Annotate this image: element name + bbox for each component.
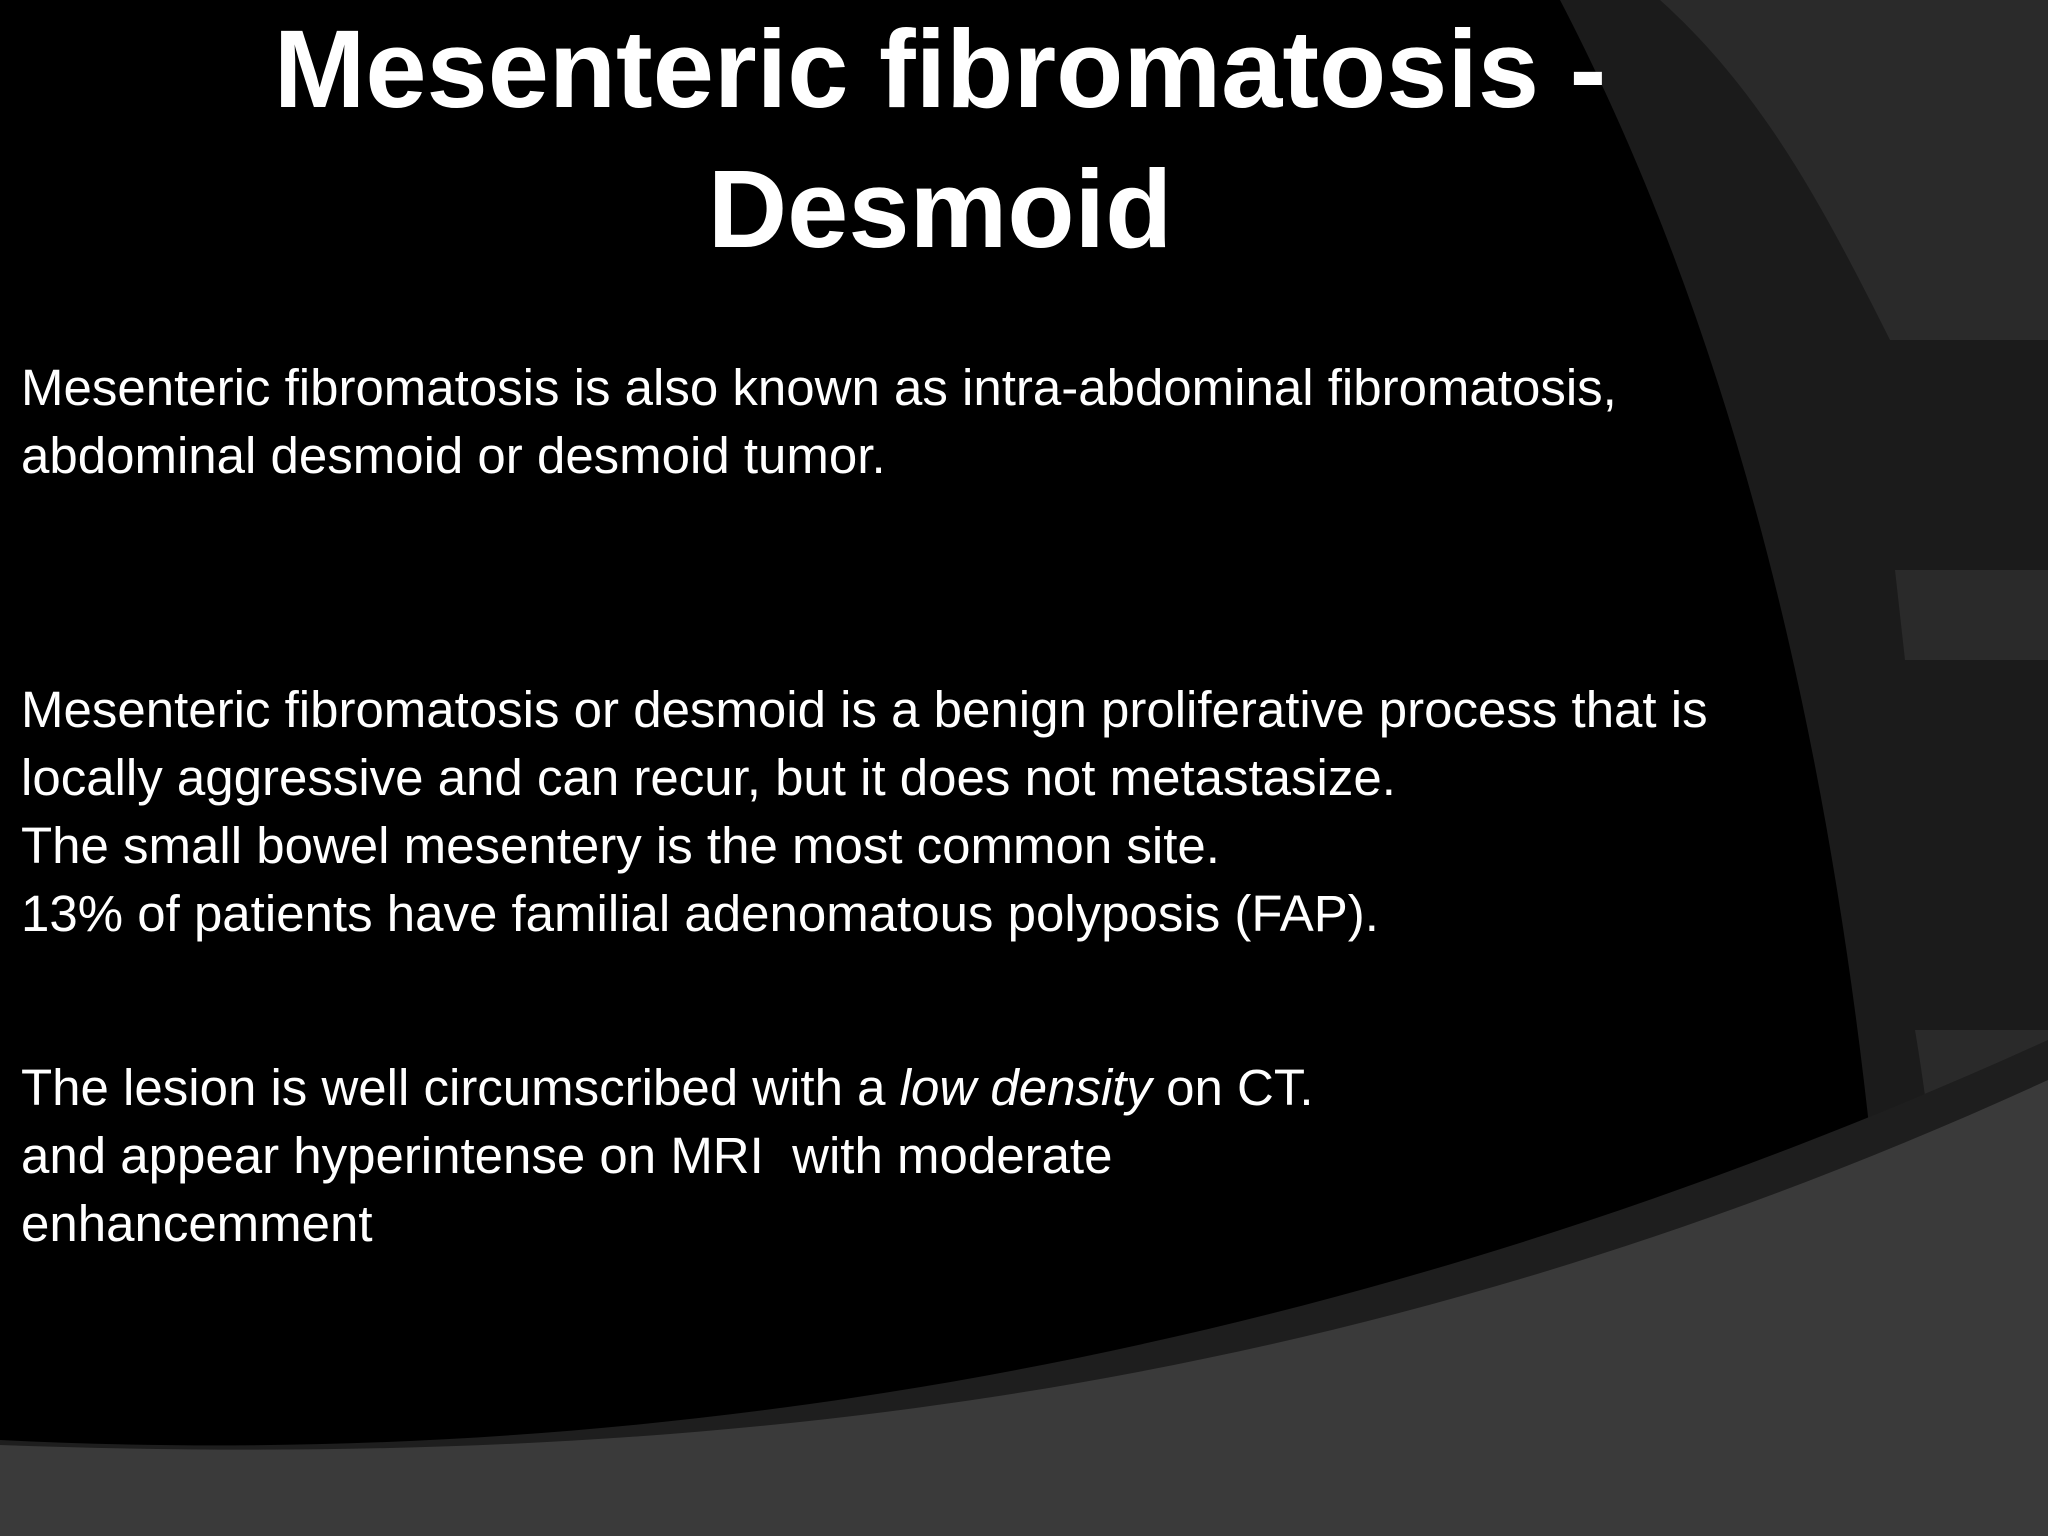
paragraph2-line4: 13% of patients have familial adenomatous polyposis (FAP). bbox=[21, 885, 1379, 942]
paragraph-synonyms bbox=[21, 354, 2001, 490]
paragraph3-line1-italic: low density bbox=[899, 1059, 1152, 1116]
right-band-mid bbox=[1895, 570, 2048, 660]
paragraph3-line3: enhancemment bbox=[21, 1195, 373, 1252]
paragraph2-line3: The small bowel mesentery is the most common site. bbox=[21, 817, 1220, 874]
paragraph3-line1 bbox=[21, 1054, 2001, 1122]
paragraph-imaging bbox=[21, 1054, 2001, 1258]
paragraph3-line2: and appear hyperintense on MRI with moderate bbox=[21, 1127, 1113, 1184]
paragraph3-line1-pre: The lesion is well circumscribed with a bbox=[21, 1059, 900, 1116]
paragraph2-line2: locally aggressive and can recur, but it does not metastasize. bbox=[21, 749, 1396, 806]
slide-title bbox=[140, 0, 1740, 280]
paragraph2-line1: Mesenteric fibromatosis or desmoid is a benign proliferative process that is bbox=[21, 681, 1708, 738]
title-line-2: Desmoid bbox=[707, 148, 1173, 271]
paragraph3-line1-post: on CT. bbox=[1151, 1059, 1314, 1116]
paragraph-description bbox=[21, 676, 2001, 948]
title-line-1: Mesenteric fibromatosis - bbox=[273, 8, 1607, 131]
paragraph1-line1: Mesenteric fibromatosis is also known as intra-abdominal fibromatosis, bbox=[21, 359, 1617, 416]
paragraph1-line2: abdominal desmoid or desmoid tumor. bbox=[21, 427, 886, 484]
